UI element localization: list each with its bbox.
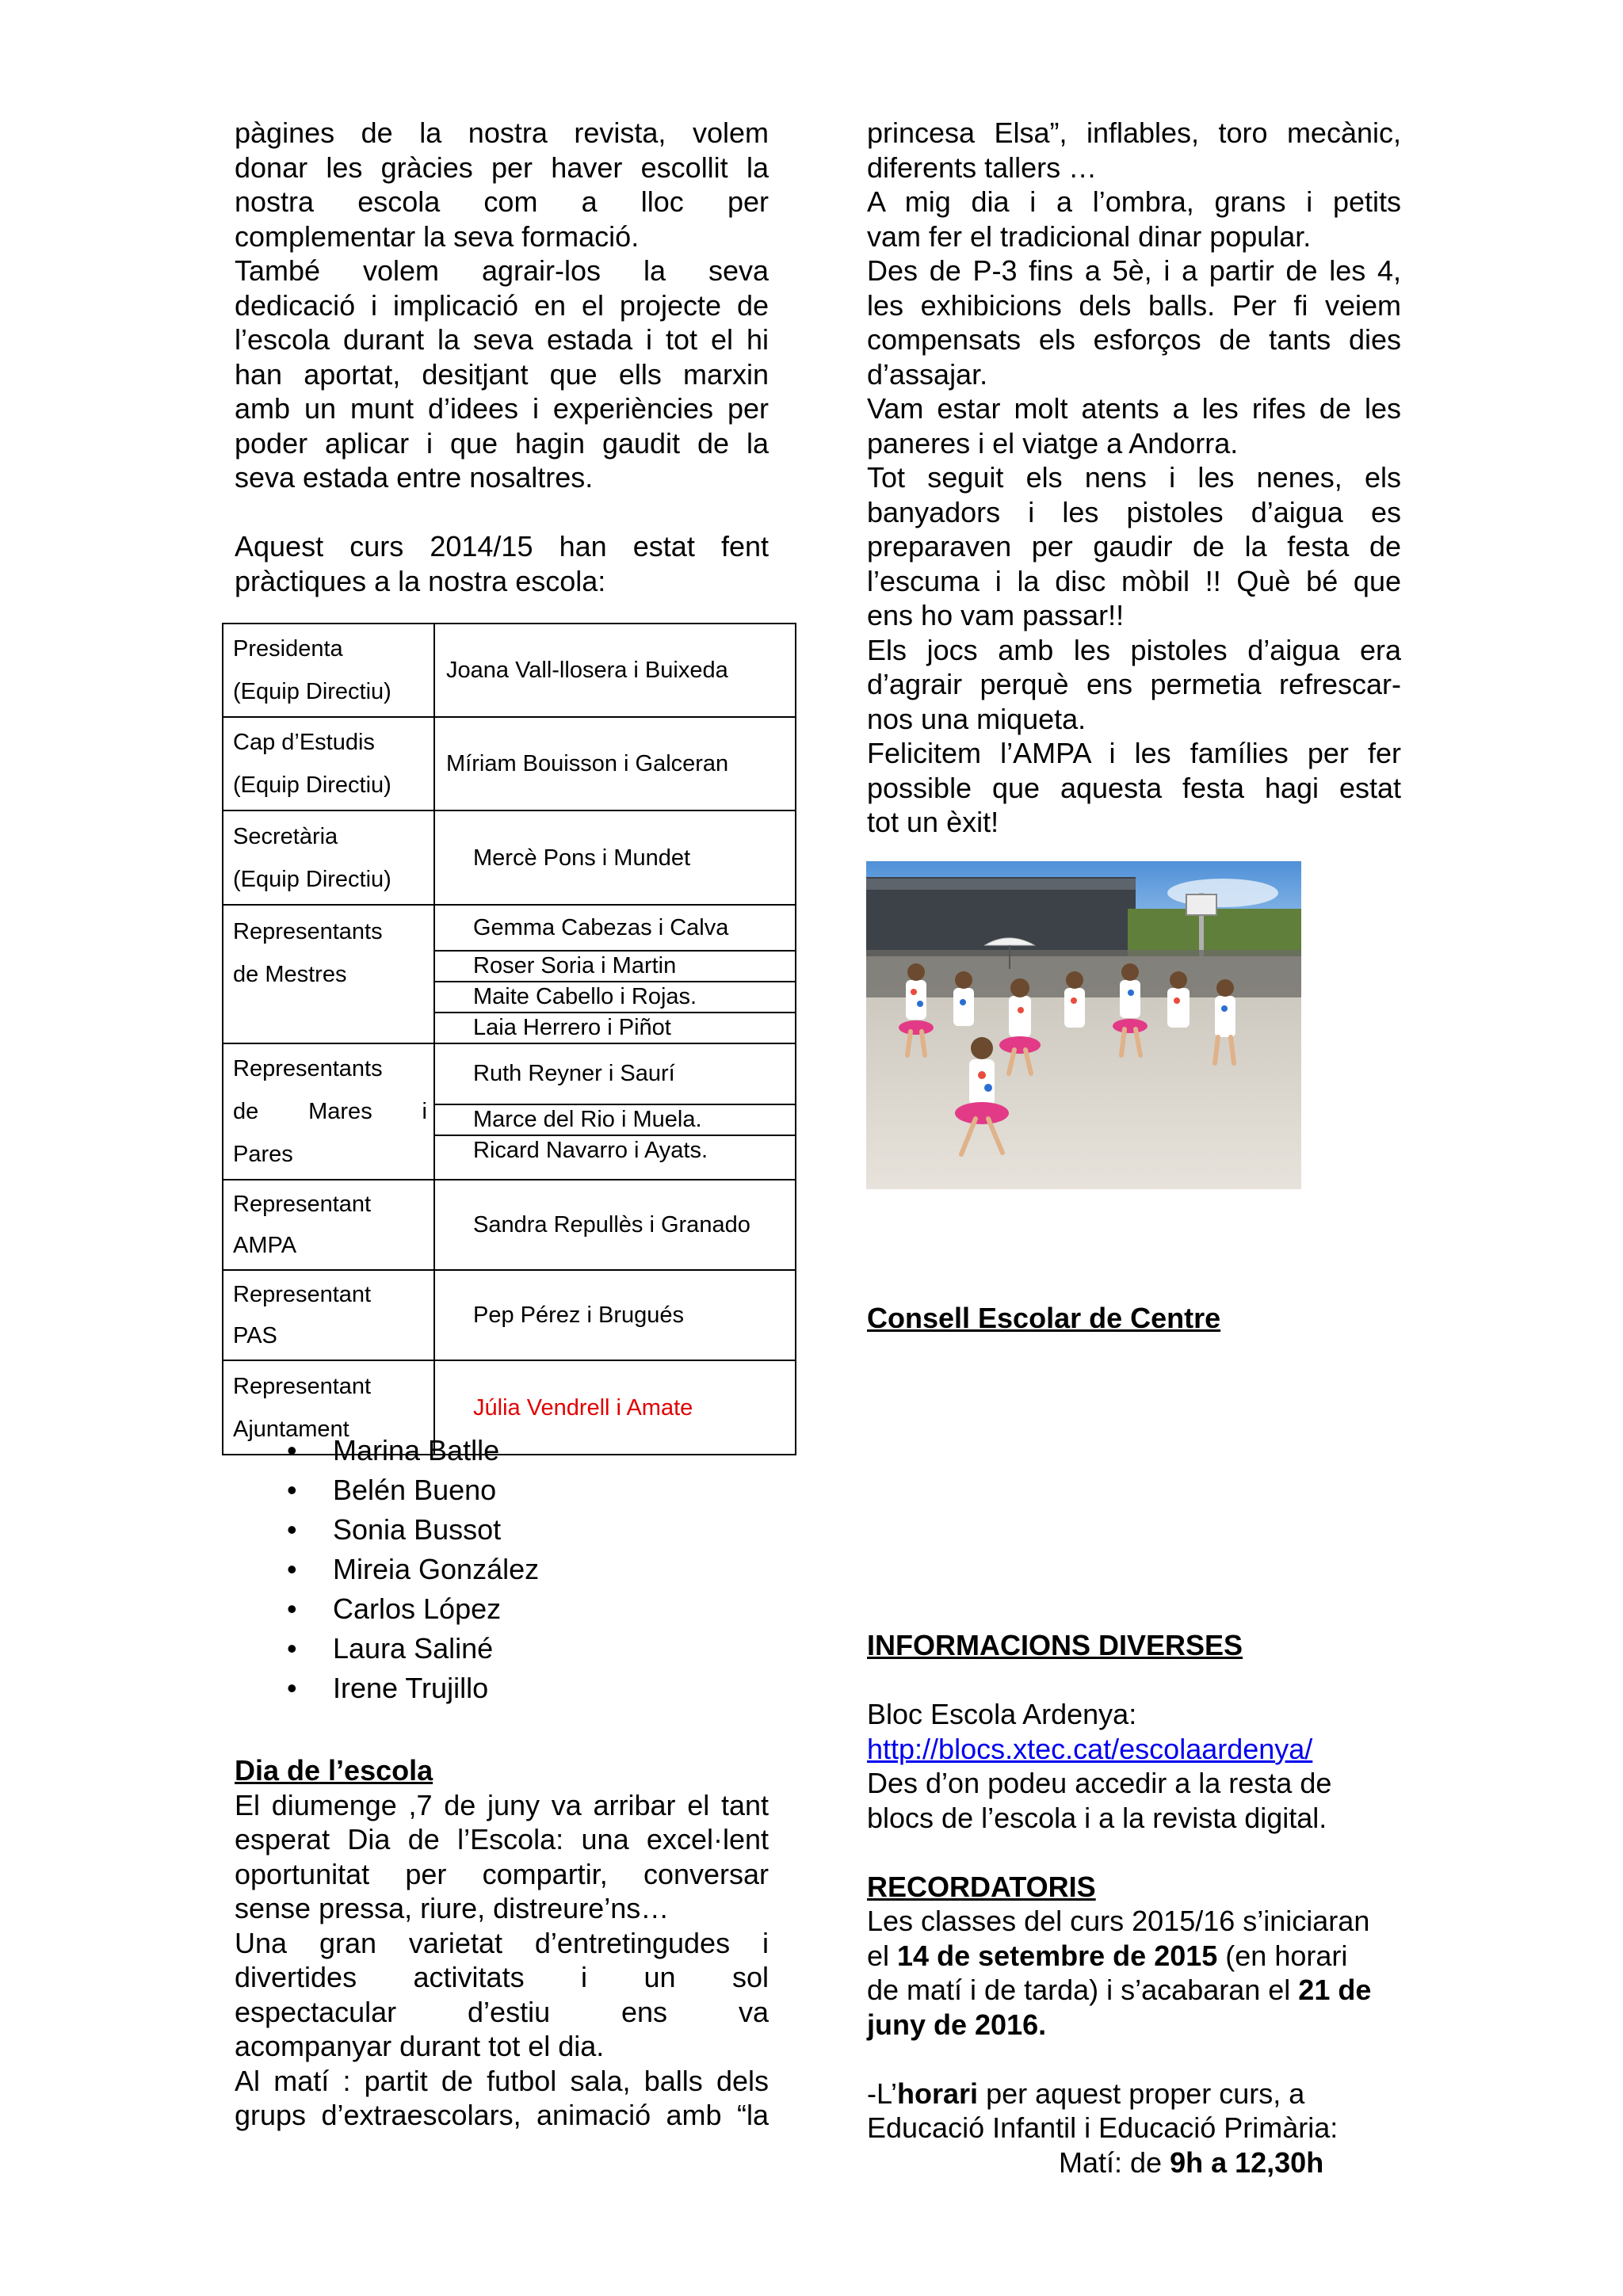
text-line: preparaven per gaudir de la festa de xyxy=(867,530,1401,563)
text-line: El diumenge ,7 de juny va arribar el tant xyxy=(235,1788,769,1821)
role-cell: Cap d’Estudis (Equip Directiu) xyxy=(223,717,434,810)
right-column xyxy=(867,116,1401,840)
table-row xyxy=(223,1180,796,1270)
name-cell: Joana Vall-llosera i Buixeda xyxy=(434,624,796,717)
role-cell: Representant AMPA xyxy=(223,1180,434,1270)
text-line: donar les gràcies per haver escollit la xyxy=(235,151,769,184)
section-title: INFORMACIONS DIVERSES xyxy=(867,1629,1243,1661)
text-line: vam fer el tradicional dinar popular. xyxy=(867,219,1312,253)
table-row xyxy=(223,905,796,1043)
text-line: Bloc Escola Ardenya: xyxy=(867,1698,1137,1730)
table-row xyxy=(223,717,796,810)
name-entry: Ruth Reyner i Saurí xyxy=(435,1058,795,1105)
text-line: Una gran varietat d’entretingudes i xyxy=(235,1926,769,1959)
role-cell: Representant PAS xyxy=(223,1270,434,1360)
left-column xyxy=(235,116,769,598)
name-entry: Roser Soria i Martin xyxy=(435,952,795,982)
name-cell: Júlia Vendrell i Amate xyxy=(434,1360,796,1455)
intro-paragraph xyxy=(235,116,769,495)
section-title: Consell Escolar de Centre xyxy=(867,1302,1221,1334)
table-row xyxy=(223,810,796,905)
text-line: seva estada entre nosaltres. xyxy=(235,461,594,494)
text-line: Vam estar molt atents a les rifes de les xyxy=(867,392,1401,425)
text-line: Al matí : partit de futbol sala, balls dels xyxy=(235,2064,769,2097)
role-cell: Representants de Mestres xyxy=(223,905,434,1043)
text-line: Aquest curs 2014/15 han estat fent xyxy=(235,530,769,563)
text-line xyxy=(867,1732,1401,1767)
text-line: paneres i el viatge a Andorra. xyxy=(867,426,1239,460)
text-line: banyadors i les pistoles d’aigua es xyxy=(867,495,1401,528)
text-line: poder aplicar i que hagin gaudit de la xyxy=(235,426,769,460)
text-line: blocs de l’escola i a la revista digital. xyxy=(867,1801,1327,1834)
name-cell: Pep Pérez i Brugués xyxy=(434,1270,796,1360)
list-item: • Belén Bueno xyxy=(287,1470,539,1510)
text-line: sense pressa, riure, distreure’ns… xyxy=(235,1892,670,1924)
role-cell: Representants de Mares i Pares xyxy=(223,1043,434,1180)
text-line: l’escola durant la seva estada i tot el hi xyxy=(235,323,769,356)
text-line: les exhibicions dels balls. Per fi veiem xyxy=(867,288,1401,322)
text-line: el 14 de setembre de 2015 (en horari xyxy=(867,1939,1348,1972)
students-list xyxy=(287,1431,539,1708)
text-line: A mig dia i a l’ombra, grans i petits xyxy=(867,185,1401,218)
text-line: amb un munt d’idees i experiències per xyxy=(235,392,769,425)
name-cell: Sandra Repullès i Granado xyxy=(434,1180,796,1270)
name-cell xyxy=(434,905,796,1043)
text-line: Tot seguit els nens i les nenes, els xyxy=(867,461,1401,494)
name-cell: Míriam Bouisson i Galceran xyxy=(434,717,796,810)
informacions-section xyxy=(867,1628,1401,2180)
name-entry: Laia Herrero i Piñot xyxy=(473,1015,671,1040)
text-line: divertides activitats i un sol xyxy=(235,1961,769,1993)
consell-section xyxy=(867,1301,1401,1336)
text-line: compensats els esforços de tants dies xyxy=(867,323,1401,356)
text-line: diferents tallers … xyxy=(867,151,1098,184)
role-cell: Secretària (Equip Directiu) xyxy=(223,810,434,905)
text-line: nostra escola com a lloc per xyxy=(235,185,769,218)
blog-link[interactable]: http://blocs.xtec.cat/escolaardenya/ xyxy=(867,1732,1313,1765)
text-line: d’assajar. xyxy=(867,357,988,391)
text-line: l’escuma i la disc mòbil !! Què bé que xyxy=(867,564,1401,597)
name-cell xyxy=(434,1043,796,1180)
section-title: Dia de l’escola xyxy=(235,1754,433,1787)
text-line: Matí: de 9h a 12,30h xyxy=(1059,2145,1324,2179)
name-entry: Ricard Navarro i Ayats. xyxy=(473,1138,708,1163)
role-cell: Presidenta (Equip Directiu) xyxy=(223,624,434,717)
text-line: ens ho vam passar!! xyxy=(867,599,1125,631)
list-item: • Laura Saliné xyxy=(287,1629,539,1669)
text-line: juny de 2016. xyxy=(867,2008,1047,2041)
text-line: possible que aquesta festa hagi estat xyxy=(867,771,1401,804)
text-line: d’agrair perquè ens permetia refrescar- xyxy=(867,668,1401,700)
list-item: • Sonia Bussot xyxy=(287,1510,539,1550)
text-line: de matí i de tarda) i s’acabaran el 21 de xyxy=(867,1974,1372,2006)
text-line: pràctiques a la nostra escola: xyxy=(235,564,606,597)
list-item: • Irene Trujillo xyxy=(287,1669,539,1708)
list-item: • Mireia González xyxy=(287,1550,539,1589)
course-paragraph xyxy=(235,529,769,598)
text-line: Des de P-3 fins a 5è, i a partir de les 4, xyxy=(867,254,1401,287)
name-entry: Gemma Cabezas i Calva xyxy=(435,906,795,952)
text-line: Els jocs amb les pistoles d’aigua era xyxy=(867,633,1401,666)
role-cell: Representant Ajuntament xyxy=(223,1360,434,1455)
text-line: han aportat, desitjant que ells marxin xyxy=(235,357,769,391)
text-line: esperat Dia de l’Escola: una excel·lent xyxy=(235,1823,769,1855)
text-line: espectacular d’estiu ens va xyxy=(235,1995,769,2028)
text-line: Educació Infantil i Educació Primària: xyxy=(867,2111,1338,2144)
text-line: princesa Elsa”, inflables, toro mecànic, xyxy=(867,116,1401,149)
list-item: • Marina Batlle xyxy=(287,1431,539,1470)
text-line: -L’horari per aquest proper curs, a xyxy=(867,2077,1305,2110)
text-line: grups d’extraescolars, animació amb “la xyxy=(235,2099,769,2131)
text-line: complementar la seva formació. xyxy=(235,219,640,253)
table-row xyxy=(223,624,796,717)
list-item: • Carlos López xyxy=(287,1589,539,1629)
text-line: oportunitat per compartir, conversar xyxy=(235,1857,769,1890)
text-line: tot un èxit! xyxy=(867,806,999,838)
school-council-table xyxy=(222,623,796,1455)
text-line: Des d’on podeu accedir a la resta de xyxy=(867,1767,1332,1799)
text-line: Felicitem l’AMPA i les famílies per fer xyxy=(867,737,1401,769)
dia-escola-section xyxy=(235,1753,769,2133)
text-line: pàgines de la nostra revista, volem xyxy=(235,116,769,149)
name-cell: Mercè Pons i Mundet xyxy=(434,810,796,905)
name-entry: Marce del Rio i Muela. xyxy=(435,1105,795,1136)
text-line: acompanyar durant tot el dia. xyxy=(235,2030,605,2062)
text-line: També volem agrair-los la seva xyxy=(235,254,769,287)
school-day-photo xyxy=(866,861,1301,1189)
text-line: dedicació i implicació en el projecte de xyxy=(235,288,769,322)
text-line: Les classes del curs 2015/16 s’iniciaran xyxy=(867,1905,1370,1937)
name-entry: Maite Cabello i Rojas. xyxy=(435,982,795,1013)
table-row xyxy=(223,1270,796,1360)
table-row xyxy=(223,1043,796,1180)
section-title: RECORDATORIS xyxy=(867,1870,1096,1903)
text-line: nos una miqueta. xyxy=(867,702,1086,735)
